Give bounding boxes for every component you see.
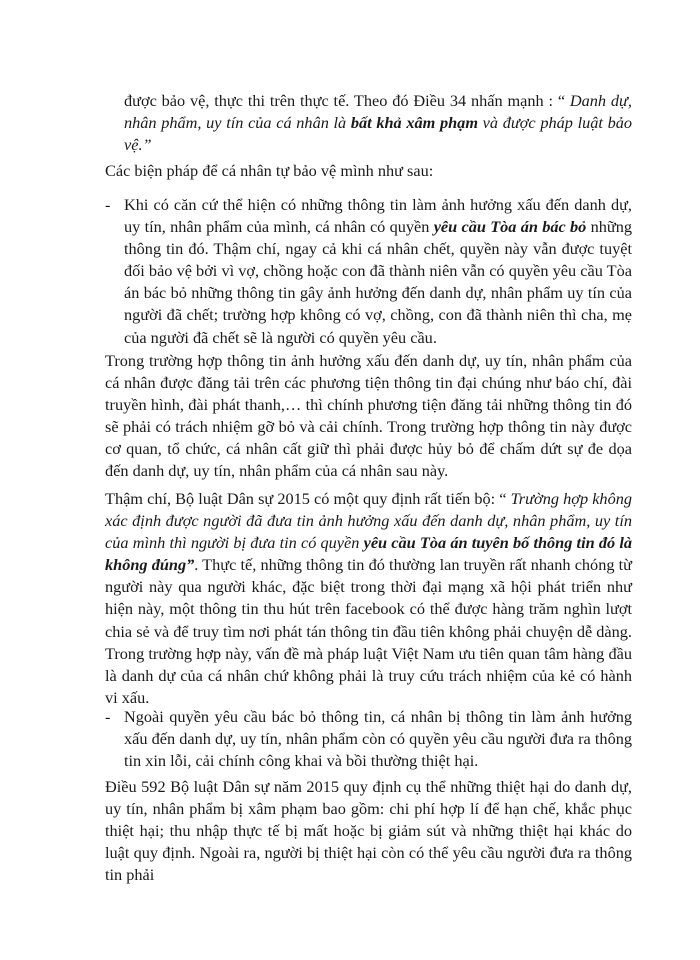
emphasis-text: yêu cầu Tòa án bác bỏ [433,217,587,237]
emphasis-text: bất khả xâm phạm [350,113,478,133]
paragraph-article-34 [124,90,632,156]
paragraph-measures-intro [105,160,632,182]
paragraph-article-592 [105,776,632,886]
paragraph-text: Ngoài quyền yêu cầu bác bỏ thông tin, cá nhân bị thông tin làm ảnh hưởng xấu đến danh dự, uy tín, nhân phẩm còn có quyền yêu cầu người đưa ra thông tin xin lỗi, cải chính công khai và bồi thường thiệt hại. [124,707,632,771]
quote-text: Danh dự, nhân phẩm, uy tín của cá nhân là [124,91,633,133]
paragraph-text: Các biện pháp để cá nhân tự bảo vệ mình như sau: [105,161,434,180]
paragraph-text: Khi có căn cứ thể hiện có những thông tin làm ảnh hưởng xấu đến danh dự, uy tín, nhân phẩm của mình, cá nhân có quyền [124,195,632,237]
paragraph-text: Điều 592 Bộ luật Dân sự năm 2015 quy định cụ thể những thiệt hại do danh dự, uy tín, nhân phẩm bị xâm phạm bao gồm: chi phí hợp lí để hạn chế, khắc phục thiệt hại; thu nhập thực tế bị mất hoặc bị giảm sút và những thiệt hại khác do luật quy định. Ngoài ra, người bị thiệt hại còn có thể yêu cầu người đưa ra thông tin phải [105,777,632,885]
paragraph-text: Thậm chí, Bộ luật Dân sự 2015 có một quy định rất tiến bộ: “ [105,489,511,508]
paragraph-text: Trong trường hợp thông tin ảnh hưởng xấu đến danh dự, uy tín, nhân phẩm của cá nhân được đăng tải trên các phương tiện thông tin đại chúng như báo chí, đài truyền hình, đài phát thanh,… thì chính phương tiện đăng tải những thông tin đó sẽ phải có trách nhiệm gỡ bỏ và cải chính. Trong trường hợp thông tin này được cơ quan, tổ chức, cá nhân cất giữ thì phải được hủy bỏ để chấm dứt sự đe dọa đến danh dự, uy tín, nhân phẩm của cá nhân sau này. [105,351,632,481]
paragraph-text: . Thực tế, những thông tin đó thường lan truyền rất nhanh chóng từ người này qua người khác, đặc biệt trong thời đại mạng xã hội phát triển như hiện này, một thông tin thu hút trên facebook có thể được hàng trăm nghìn lượt chia sẻ và để truy tìm nơi phát tán thông tin đầu tiên không phải chuyện dễ dàng. Trong trường hợp này, vấn đề mà pháp luật Việt Nam ưu tiên quan tâm hàng đầu là danh dự của cá nhân chứ không phải là truy cứu trách nhiệm của kẻ có hành vi xấu. [105,555,632,707]
bullet-dash: - [105,707,111,726]
bullet-item-rebuttal [124,194,632,349]
quote-text: và được pháp luật bảo vệ.” [124,113,632,155]
bullet-dash: - [105,195,111,214]
quote-text: Trường hợp không xác định được người đã đưa tin ảnh hưởng xấu đến danh dự, nhân phẩm, uy tín của mình thì người bị đưa tin có quyền [105,489,632,553]
emphasis-text: yêu cầu Tòa án tuyên bố thông tin đó là không đúng [105,533,632,575]
paragraph-media [105,350,632,483]
paragraph-text: những thông tin đó. Thậm chí, ngay cả khi cá nhân chết, quyền này vẫn được tuyệt đối bảo vệ bởi vì vợ, chồng hoặc con đã thành niên vẫn có quyền yêu cầu Tòa án bác bỏ những thông tin gây ảnh hưởng đến danh dự, nhân phẩm uy tín của người đã chết; trường hợp không có vợ, chồng, con đã thành niên thì cha, mẹ của người đã chết sẽ là người có quyền yêu cầu. [124,217,633,347]
emphasis-text: ” [186,555,195,575]
bullet-item-apology [124,706,632,772]
paragraph-civil-code-2015 [105,488,632,709]
paragraph-text: được bảo vệ, thực thi trên thực tế. Theo đó Điều 34 nhấn mạnh : “ [124,91,570,110]
